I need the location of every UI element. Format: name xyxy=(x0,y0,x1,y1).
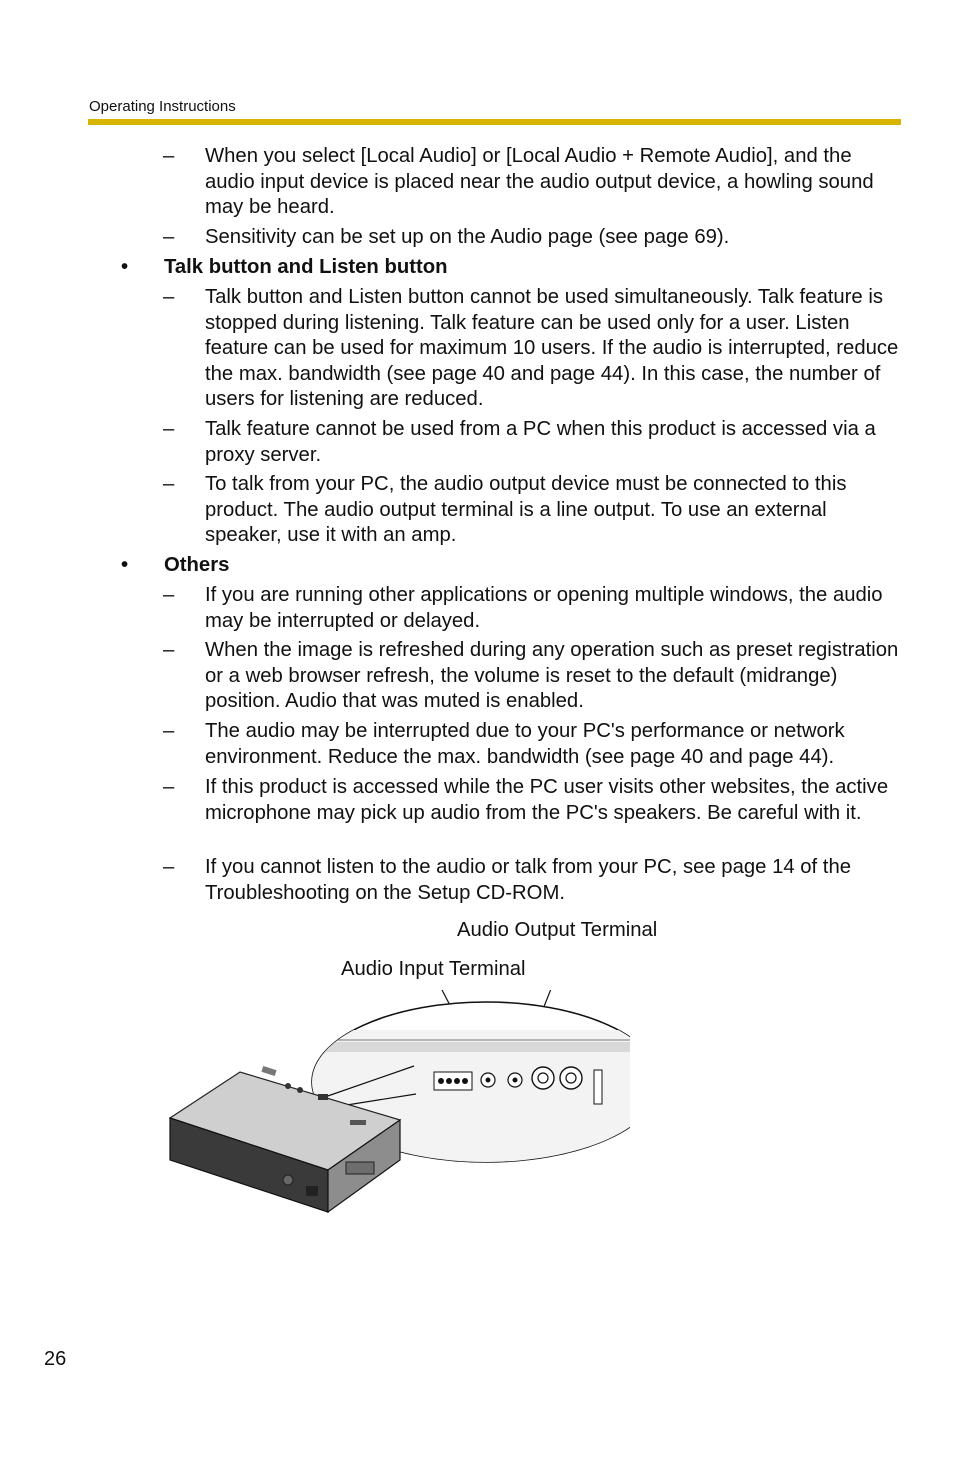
list-item-text: If this product is accessed while the PC user visits other websites, the active microphone may pick up audio from the PC's speakers. Be careful with it. xyxy=(205,776,889,824)
list-item xyxy=(163,775,903,826)
list-item-text: To talk from your PC, the audio output device must be connected to this product. The audio output terminal is a line output. To use an external speaker, use it with an amp. xyxy=(205,473,847,546)
header-rule xyxy=(88,119,901,125)
dash-marker: – xyxy=(163,145,175,167)
dash-marker: – xyxy=(163,418,175,440)
section-heading-text: Talk button and Listen button xyxy=(164,256,448,278)
list-item-text: If you are running other applications or opening multiple windows, the audio may be interrupted or delayed. xyxy=(205,584,883,632)
audio-input-terminal-label: Audio Input Terminal xyxy=(341,958,526,980)
list-item xyxy=(163,472,903,549)
list-item-text: When you select [Local Audio] or [Local Audio + Remote Audio], and the audio input device is placed near the audio output device, a howling sound may be heard. xyxy=(205,145,874,218)
device-illustration xyxy=(150,990,630,1230)
audio-output-terminal-label: Audio Output Terminal xyxy=(457,919,658,941)
page-number: 26 xyxy=(44,1348,67,1370)
list-item xyxy=(163,855,903,906)
list-item xyxy=(163,144,903,221)
header-label: Operating Instructions xyxy=(89,98,236,115)
list-item-text: The audio may be interrupted due to your PC's performance or network environment. Reduce the max. bandwidth (see page 40 and page 44). xyxy=(205,720,845,768)
section-heading-others xyxy=(121,553,861,579)
dash-marker: – xyxy=(163,856,175,878)
list-item xyxy=(163,417,903,468)
list-item-text: Sensitivity can be set up on the Audio page (see page 69). xyxy=(205,226,730,248)
list-item xyxy=(163,583,903,634)
list-item xyxy=(163,719,903,770)
section-heading-talk xyxy=(121,255,861,281)
list-item xyxy=(163,638,903,715)
dash-marker: – xyxy=(163,286,175,308)
list-item-text: Talk button and Listen button cannot be used simultaneously. Talk feature is stopped during listening. Talk feature can be used only for a user. Listen feature can be used for maximum 10 users. If the audio is interrupted, reduce the max. bandwidth (see page 40 and page 44). In this case, the number of users for listening are reduced. xyxy=(205,286,899,410)
list-item-text: When the image is refreshed during any operation such as preset registration or a web browser refresh, the volume is reset to the default (midrange) position. Audio that was muted is enabled. xyxy=(205,639,899,712)
dash-marker: – xyxy=(163,776,175,798)
dash-marker: – xyxy=(163,639,175,661)
bullet-marker: • xyxy=(121,256,129,278)
dash-marker: – xyxy=(163,720,175,742)
bullet-marker: • xyxy=(121,554,129,576)
list-item xyxy=(163,225,903,251)
list-item-text: If you cannot listen to the audio or talk from your PC, see page 14 of the Troubleshooting on the Setup CD-ROM. xyxy=(205,856,851,904)
dash-marker: – xyxy=(163,473,175,495)
dash-marker: – xyxy=(163,584,175,606)
section-heading-text: Others xyxy=(164,554,230,576)
dash-marker: – xyxy=(163,226,175,248)
list-item xyxy=(163,285,903,413)
list-item-text: Talk feature cannot be used from a PC when this product is accessed via a proxy server. xyxy=(205,418,876,466)
